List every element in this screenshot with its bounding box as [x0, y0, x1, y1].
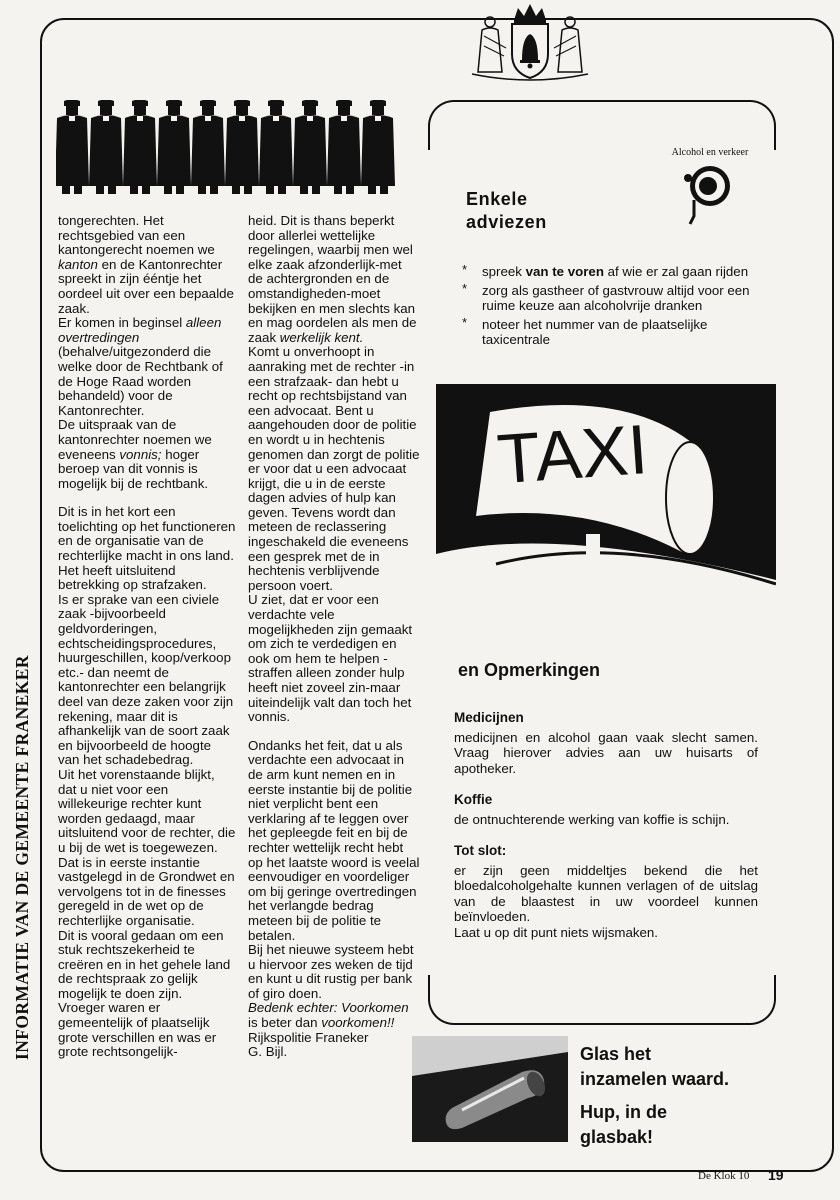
- text-run: Voorkomen: [341, 1000, 409, 1016]
- bullet-star-icon: *: [462, 315, 468, 330]
- text-run: De uitspraak van de kantonrechter noemen we eveneens: [58, 417, 212, 462]
- footer-magazine: De Klok 10: [698, 1170, 750, 1182]
- remark-text: medicijnen en alcohol gaan vaak slecht samen. Vraag hierover advies aan uw huisarts of apotheker.: [454, 729, 758, 776]
- text-run: (behalve/uitgezonderd die welke door de Rechtbank of de Hoge Raad worden behandeld) voor de Kantonrechter.: [58, 344, 223, 418]
- text-run: kanton: [58, 256, 98, 272]
- page-number: 19: [768, 1167, 784, 1183]
- text-run: U ziet, dat er voor een verdachte vele mogelijkheden zijn gemaakt om zich te verdedigen en ook om hem te helpen - straffen alleen zonder hulp heeft niet zoveel zin-maar uiteindelijk valt dan toch het vonnis.: [248, 592, 413, 725]
- text-run: heid. Dit is thans beperkt door allerlei wettelijke regelingen, waarbij men wel elke zaak afzonderlijk-met de achtergronden en de omstandigheden-moet bekijken en men slechts kan en mag oordelen als men de zaak: [248, 213, 417, 345]
- text-run: Komt u onverhoopt in aanraking met de rechter -in een strafzaak- dan hebt u recht op rechtsbijstand van een advocaat. Bent u aangehouden door de politie en wordt u in hechtenis genomen dan zorgt de politie er voor dat u een advocaat krijgt, die u in de eerste dagen advies of hulp kan geven. Tevens wordt dan meteen de reclassering ingeschakeld die eveneens een gesprek met de in hechtenis verblijvende persoon voert.: [248, 344, 420, 593]
- article-paragraph: [248, 739, 420, 1060]
- article-paragraph: [248, 214, 420, 725]
- text-run: hoger beroep van dit vonnis is mogelijk bij de rechtbank.: [58, 446, 209, 491]
- text-run: spreek: [482, 264, 526, 279]
- text-run: alleen overtredingen: [58, 315, 222, 345]
- list-item: [462, 317, 762, 347]
- text-run: Er komen in beginsel: [58, 315, 186, 331]
- remark-title: Tot slot:: [454, 843, 507, 858]
- glass-ad-line: Hup, in de: [580, 1102, 667, 1122]
- text-run: tongerechten. Het rechtsgebied van een kantongerecht noemen we: [58, 213, 215, 258]
- text-run: zorg als gastheer of gastvrouw altijd voor een ruime keuze aan alcoholvrije dranken: [482, 283, 750, 313]
- remark-text: er zijn geen middeltjes bekend die het bloedalcoholgehalte kunnen verlagen of de uitslag van de blaastest in uw voordeel kunnen beïnvloeden.: [454, 862, 758, 924]
- text-run: G. Bijl.: [248, 1044, 288, 1060]
- text-run: voorkomen!!: [321, 1015, 395, 1031]
- text-run: Dit is in het kort een toelichting op het functioneren en de organisatie van de rechterlijke macht in ons land. Het heeft uitsluitend betrekking op strafzaken.: [58, 504, 236, 593]
- section-heading: [466, 188, 547, 234]
- alcohol-traffic-badge-icon: [660, 146, 760, 230]
- text-run: Uit het vorenstaande blijkt, dat u niet voor een willekeurige rechter kunt worden gedaagd, maar uitsluitend voor de rechter, die u bij de wet is toegewezen. Dat is in eerste instantie vastgelegd in de Grondwet en vervolgens tot in de finesses geregeld in de wet op de rechterlijke organisatie.: [58, 766, 236, 928]
- text-run: werkelijk kent.: [279, 329, 364, 345]
- taxi-label: TAXI: [494, 410, 651, 499]
- panel-bracket-bottom: [428, 975, 776, 1025]
- judges-illustration: [56, 100, 396, 196]
- article-paragraph: [58, 505, 236, 1060]
- panel-bracket-top: [428, 100, 776, 150]
- glass-ad-line: inzamelen waard.: [580, 1069, 730, 1089]
- glass-ad-line: glasbak!: [580, 1127, 654, 1147]
- text-run: is beter dan: [248, 1015, 322, 1031]
- taxi-sign-illustration: [436, 384, 776, 636]
- glass-ad-text: [580, 1042, 729, 1150]
- glass-bottle-photo: [412, 1036, 568, 1142]
- list-item: [462, 264, 762, 279]
- text-run: Is er sprake van een civiele zaak -bijvoorbeeld geldvorderingen, echtscheidingsprocedures, huurgeschillen, koop/verkoop etc.- dan neemt de kantonrechter een belangrijk deel van deze zaken voor zijn rekening, maar dit is afhankelijk van de soort zaak en bijvoorbeeld de hoogte van het schadebedrag.: [58, 591, 234, 768]
- text-run: af wie er zal gaan rijden: [603, 264, 749, 279]
- text-run: Vroeger waren er gemeentelijk of plaatselijk grote verschillen en was er grote rechtsongelijk-: [58, 1000, 217, 1060]
- subheading: en Opmerkingen: [458, 660, 601, 680]
- franeker-crest-icon: [468, 2, 592, 82]
- text-run: Rijkspolitie Franeker: [248, 1029, 369, 1045]
- remark-text: de ontnuchterende werking van koffie is schijn.: [454, 811, 730, 827]
- text-run: en de Kantonrechter spreekt in zijn ééntje het oordeel uit over een bepaalde zaak.: [58, 256, 234, 316]
- text-run: noteer het nummer van de plaatselijke taxicentrale: [482, 317, 708, 347]
- list-item: [462, 283, 762, 313]
- text-run: Dit is vooral gedaan om een stuk rechtszekerheid te creëren en in het gehele land de rechtspraak zo gelijk mogelijk te doen zijn.: [58, 927, 231, 1001]
- badge-label: Alcohol en verkeer: [671, 147, 749, 158]
- article-paragraph: [58, 214, 236, 491]
- heading-line: adviezen: [466, 212, 547, 232]
- glass-ad-line: Glas het: [580, 1044, 652, 1064]
- text-run: Bedenk echter:: [248, 1000, 342, 1016]
- remarks-section: [454, 710, 758, 956]
- tips-list: [462, 264, 762, 351]
- text-run: vonnis;: [119, 446, 162, 462]
- remark-title: Koffie: [454, 792, 493, 807]
- text-run: van te voren: [525, 264, 604, 279]
- bullet-star-icon: *: [462, 281, 468, 296]
- heading-line: Enkele: [466, 189, 528, 209]
- bullet-star-icon: *: [462, 262, 468, 277]
- vertical-title: INFORMATIE VAN DE GEMEENTE FRANEKER: [12, 655, 32, 1060]
- article-column-1: [58, 214, 236, 1074]
- remark-title: Medicijnen: [454, 710, 524, 725]
- article-column-2: [248, 214, 420, 1074]
- text-run: Bij het nieuwe systeem hebt u hiervoor zes weken de tijd en kunt u dit rustig per bank of giro doen.: [248, 942, 414, 1001]
- text-run: Ondanks het feit, dat u als verdachte een advocaat in de arm kunt nemen en in eerste instantie bij de politie niet verplicht bent een verklaring af te leggen over het gepleegde feit en bij de rechter wettelijk recht hebt op het laatste woord is veelal eenvoudiger en voordeliger om bij geringe overtredingen het verlangde bedrag meteen bij de politie te betalen.: [248, 737, 420, 943]
- remark-text: Laat u op dit punt niets wijsmaken.: [454, 924, 659, 940]
